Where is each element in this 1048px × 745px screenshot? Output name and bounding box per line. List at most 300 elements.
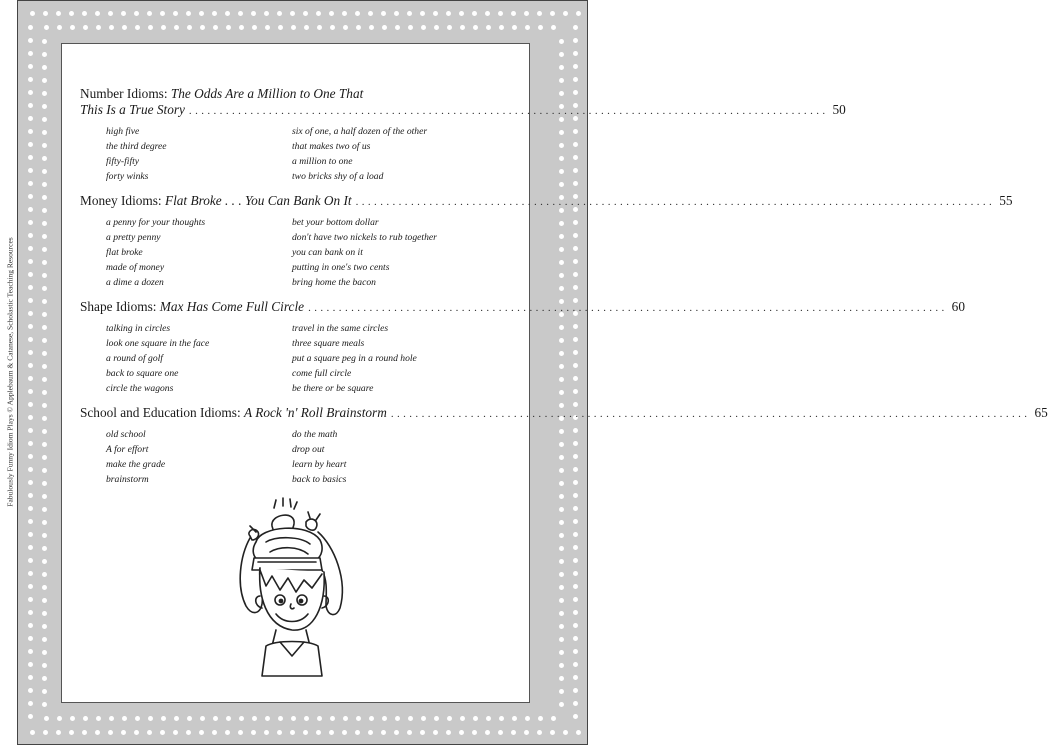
border-dot — [573, 38, 578, 43]
border-dot — [573, 467, 578, 472]
border-dot — [407, 730, 412, 735]
border-dot — [573, 519, 578, 524]
border-dot — [42, 104, 47, 109]
page-number: 65 — [1034, 405, 1048, 420]
dot-leader: ........................................................................................................ — [188, 105, 829, 117]
border-dot — [573, 168, 578, 173]
border-dot — [134, 730, 139, 735]
border-dot — [42, 585, 47, 590]
border-dot — [559, 637, 564, 642]
section-title: A Rock 'n' Roll Brainstorm — [243, 405, 387, 420]
section-title: Flat Broke . . . You Can Bank On It — [164, 193, 352, 208]
border-dot — [42, 416, 47, 421]
border-dot — [251, 730, 256, 735]
border-dot — [573, 246, 578, 251]
boy-with-lightbulb-illustration — [236, 496, 352, 682]
border-dot — [42, 598, 47, 603]
border-dot — [573, 376, 578, 381]
border-dot — [28, 298, 33, 303]
sidebar-credit — [4, 232, 16, 512]
border-dot — [42, 507, 47, 512]
border-dot — [317, 25, 322, 30]
idiom-item: don't have two nickels to rub together — [292, 232, 437, 243]
idiom-item: old school — [106, 429, 146, 440]
border-dot — [28, 558, 33, 563]
border-dot — [161, 25, 166, 30]
border-dot — [559, 325, 564, 330]
border-dot — [42, 143, 47, 148]
idiom-list-left — [80, 321, 292, 396]
border-dot — [368, 730, 373, 735]
border-dot — [447, 716, 452, 721]
border-dot — [486, 716, 491, 721]
border-dot — [96, 716, 101, 721]
border-dot — [96, 25, 101, 30]
border-dot — [573, 181, 578, 186]
border-dot — [28, 688, 33, 693]
border-dot — [28, 584, 33, 589]
border-dot — [559, 494, 564, 499]
border-dot — [42, 78, 47, 83]
border-dot — [28, 285, 33, 290]
section-title-part1: The Odds Are a Million to One That — [170, 86, 364, 101]
border-dot — [421, 25, 426, 30]
section-heading-line2 — [80, 102, 846, 119]
border-dot — [42, 429, 47, 434]
border-dot — [28, 467, 33, 472]
border-dot — [135, 716, 140, 721]
border-dot — [42, 65, 47, 70]
border-dot — [28, 454, 33, 459]
border-dot — [559, 442, 564, 447]
border-dot — [42, 546, 47, 551]
border-dot — [316, 11, 321, 16]
border-dot — [44, 25, 49, 30]
border-dot — [573, 688, 578, 693]
border-dot — [82, 730, 87, 735]
idiom-list-left — [80, 427, 292, 487]
border-dot — [559, 689, 564, 694]
idiom-list-right — [292, 321, 498, 396]
border-dot — [42, 650, 47, 655]
border-dot — [551, 716, 556, 721]
border-dot — [559, 533, 564, 538]
border-dot — [278, 25, 283, 30]
border-dot — [559, 234, 564, 239]
section-title-part2: This Is a True Story — [80, 102, 185, 117]
border-dot — [28, 181, 33, 186]
page-number: 60 — [951, 299, 965, 314]
border-dot — [573, 129, 578, 134]
border-dot — [559, 169, 564, 174]
idiom-item: made of money — [106, 262, 165, 273]
border-dot — [69, 730, 74, 735]
border-dot — [473, 716, 478, 721]
border-dot — [512, 716, 517, 721]
section-heading — [80, 299, 965, 316]
border-dot — [42, 559, 47, 564]
border-dot — [186, 11, 191, 16]
border-dot — [187, 716, 192, 721]
border-dot — [213, 25, 218, 30]
border-dot — [499, 25, 504, 30]
border-dot — [28, 155, 33, 160]
border-dot — [42, 208, 47, 213]
border-dot — [291, 25, 296, 30]
border-dot — [28, 389, 33, 394]
border-dot — [512, 25, 517, 30]
dot-leader: ........................................................................................................ — [355, 196, 996, 208]
border-dot — [28, 272, 33, 277]
border-dot — [550, 11, 555, 16]
section-heading-text — [80, 193, 352, 209]
border-dot — [559, 598, 564, 603]
border-dot — [408, 25, 413, 30]
border-dot — [43, 730, 48, 735]
border-dot — [199, 11, 204, 16]
border-dot — [42, 299, 47, 304]
border-dot — [395, 25, 400, 30]
border-dot — [226, 716, 231, 721]
idiom-item: the third degree — [106, 141, 167, 152]
border-dot — [42, 624, 47, 629]
border-dot — [343, 25, 348, 30]
border-dot — [147, 11, 152, 16]
border-dot — [573, 363, 578, 368]
border-dot — [573, 272, 578, 277]
border-dot — [446, 730, 451, 735]
border-dot — [199, 730, 204, 735]
page-number: 55 — [999, 193, 1013, 208]
border-dot — [576, 11, 581, 16]
border-dot — [433, 730, 438, 735]
border-dot — [559, 585, 564, 590]
border-dot — [559, 182, 564, 187]
border-dot — [109, 716, 114, 721]
idiom-item: putting in one's two cents — [292, 262, 390, 273]
idiom-item: you can bank on it — [292, 247, 363, 258]
section-label: School and Education Idioms: — [80, 405, 241, 420]
idiom-item: be there or be square — [292, 383, 374, 394]
border-dot — [42, 312, 47, 317]
border-dot — [382, 25, 387, 30]
border-dot — [473, 25, 478, 30]
border-dot — [368, 11, 373, 16]
border-dot — [559, 273, 564, 278]
border-dot — [303, 11, 308, 16]
border-dot — [537, 11, 542, 16]
border-dot — [559, 286, 564, 291]
border-dot — [559, 351, 564, 356]
border-dot — [82, 11, 87, 16]
border-dot — [42, 325, 47, 330]
border-dot — [28, 428, 33, 433]
border-dot — [537, 730, 542, 735]
border-dot — [460, 25, 465, 30]
border-dot — [573, 545, 578, 550]
page-number: 50 — [832, 102, 846, 117]
border-dot — [265, 25, 270, 30]
border-dot — [28, 636, 33, 641]
border-dot — [559, 260, 564, 265]
border-dot — [69, 11, 74, 16]
border-dot — [122, 716, 127, 721]
border-dot — [174, 25, 179, 30]
border-dot — [42, 533, 47, 538]
credit-text: Fabulously Funny Idiom Plays © Applebaum & Catanese, Scholastic Teaching Resources — [5, 237, 15, 507]
border-dot — [147, 730, 152, 735]
border-dot — [28, 25, 33, 30]
border-dot — [573, 259, 578, 264]
border-dot — [109, 25, 114, 30]
border-dot — [121, 730, 126, 735]
border-dot — [173, 730, 178, 735]
border-dot — [525, 716, 530, 721]
border-dot — [278, 716, 283, 721]
border-dot — [95, 730, 100, 735]
border-dot — [329, 11, 334, 16]
border-dot — [486, 25, 491, 30]
border-dot — [434, 25, 439, 30]
border-dot — [160, 11, 165, 16]
border-dot — [573, 233, 578, 238]
border-dot — [226, 25, 231, 30]
border-dot — [28, 116, 33, 121]
border-dot — [573, 441, 578, 446]
border-dot — [559, 221, 564, 226]
border-dot — [559, 91, 564, 96]
border-dot — [56, 730, 61, 735]
idiom-item: back to square one — [106, 368, 179, 379]
border-dot — [42, 572, 47, 577]
section-label: Shape Idioms: — [80, 299, 157, 314]
border-dot — [42, 91, 47, 96]
border-dot — [573, 337, 578, 342]
border-dot — [28, 168, 33, 173]
border-dot — [485, 730, 490, 735]
border-dot — [28, 519, 33, 524]
idea-sparkle-icon — [274, 498, 297, 509]
border-dot — [446, 11, 451, 16]
border-dot — [28, 103, 33, 108]
border-dot — [573, 675, 578, 680]
border-dot — [525, 25, 530, 30]
idiom-item: a pretty penny — [106, 232, 161, 243]
border-dot — [28, 662, 33, 667]
border-dot — [559, 676, 564, 681]
border-dot — [28, 142, 33, 147]
border-dot — [559, 455, 564, 460]
border-dot — [28, 532, 33, 537]
border-dot — [329, 730, 334, 735]
border-dot — [369, 25, 374, 30]
border-dot — [559, 65, 564, 70]
border-dot — [42, 637, 47, 642]
border-dot — [559, 507, 564, 512]
idiom-item: forty winks — [106, 171, 149, 182]
border-dot — [559, 39, 564, 44]
border-dot — [559, 520, 564, 525]
border-dot — [28, 493, 33, 498]
border-dot — [559, 468, 564, 473]
border-dot — [44, 716, 49, 721]
toc-section-school-idioms — [80, 405, 1048, 487]
border-dot — [28, 129, 33, 134]
border-dot — [559, 338, 564, 343]
idiom-columns — [80, 124, 498, 184]
idiom-item: two bricks shy of a load — [292, 171, 384, 182]
border-dot — [42, 702, 47, 707]
border-dot — [573, 155, 578, 160]
border-dot — [420, 730, 425, 735]
idiom-list-left — [80, 215, 292, 290]
border-dot — [330, 716, 335, 721]
idiom-item: learn by heart — [292, 459, 347, 470]
border-dot — [42, 364, 47, 369]
border-dot — [559, 611, 564, 616]
border-dot — [381, 730, 386, 735]
dot-leader: ........................................................................................................ — [308, 302, 948, 314]
border-dot — [524, 730, 529, 735]
border-dot — [524, 11, 529, 16]
border-dot — [57, 716, 62, 721]
border-dot — [174, 716, 179, 721]
section-heading — [80, 405, 1048, 422]
border-dot — [277, 730, 282, 735]
idiom-columns — [80, 321, 498, 396]
dot-leader: ........................................................................................................ — [390, 408, 1031, 420]
border-dot — [28, 402, 33, 407]
border-dot — [369, 716, 374, 721]
border-dot — [559, 624, 564, 629]
border-dot — [573, 25, 578, 30]
border-dot — [559, 78, 564, 83]
border-dot — [573, 584, 578, 589]
idiom-item: three square meals — [292, 338, 365, 349]
border-dot — [42, 338, 47, 343]
border-dot — [42, 117, 47, 122]
idiom-item: put a square peg in a round hole — [292, 353, 417, 364]
border-dot — [173, 11, 178, 16]
border-dot — [408, 716, 413, 721]
border-dot — [28, 441, 33, 446]
border-dot — [57, 25, 62, 30]
border-dot — [559, 52, 564, 57]
border-dot — [42, 689, 47, 694]
border-dot — [573, 90, 578, 95]
border-dot — [28, 77, 33, 82]
border-dot — [499, 716, 504, 721]
border-dot — [28, 675, 33, 680]
toc-section-money-idioms — [80, 193, 1013, 290]
idiom-item: back to basics — [292, 474, 347, 485]
border-dot — [28, 701, 33, 706]
border-dot — [420, 11, 425, 16]
border-dot — [290, 11, 295, 16]
border-dot — [28, 246, 33, 251]
border-dot — [573, 558, 578, 563]
border-dot — [108, 11, 113, 16]
border-dot — [42, 390, 47, 395]
border-dot — [121, 11, 126, 16]
border-dot — [42, 286, 47, 291]
border-dot — [251, 11, 256, 16]
border-dot — [573, 220, 578, 225]
border-dot — [42, 195, 47, 200]
border-dot — [95, 11, 100, 16]
border-dot — [28, 64, 33, 69]
border-dot — [573, 571, 578, 576]
border-dot — [316, 730, 321, 735]
border-dot — [238, 11, 243, 16]
border-dot — [42, 481, 47, 486]
border-dot — [573, 480, 578, 485]
section-label: Money Idioms: — [80, 193, 162, 208]
border-dot — [225, 730, 230, 735]
border-dot — [42, 156, 47, 161]
idiom-item: drop out — [292, 444, 325, 455]
border-dot — [459, 730, 464, 735]
border-dot — [264, 730, 269, 735]
border-dot — [28, 194, 33, 199]
border-dot — [573, 454, 578, 459]
border-dot — [573, 506, 578, 511]
border-dot — [559, 572, 564, 577]
border-dot — [28, 714, 33, 719]
border-dot — [559, 429, 564, 434]
border-dot — [573, 324, 578, 329]
border-dot — [42, 403, 47, 408]
border-dot — [42, 494, 47, 499]
border-dot — [42, 221, 47, 226]
border-dot — [573, 662, 578, 667]
border-dot — [28, 376, 33, 381]
border-dot — [559, 559, 564, 564]
border-dot — [265, 716, 270, 721]
border-dot — [122, 25, 127, 30]
border-dot — [317, 716, 322, 721]
border-dot — [538, 716, 543, 721]
border-dot — [28, 38, 33, 43]
border-dot — [28, 480, 33, 485]
border-dot — [56, 11, 61, 16]
border-dot — [28, 51, 33, 56]
border-dot — [394, 11, 399, 16]
border-dot — [573, 714, 578, 719]
border-dot — [252, 25, 257, 30]
border-dot — [28, 649, 33, 654]
border-dot — [304, 25, 309, 30]
border-dot — [148, 25, 153, 30]
border-dot — [485, 11, 490, 16]
border-dot — [573, 51, 578, 56]
border-dot — [559, 143, 564, 148]
border-dot — [30, 11, 35, 16]
border-dot — [342, 11, 347, 16]
border-dot — [28, 597, 33, 602]
border-dot — [498, 730, 503, 735]
border-dot — [355, 730, 360, 735]
border-dot — [472, 11, 477, 16]
border-dot — [330, 25, 335, 30]
border-dot — [42, 39, 47, 44]
border-dot — [381, 11, 386, 16]
border-dot — [42, 169, 47, 174]
idiom-item: brainstorm — [106, 474, 149, 485]
border-dot — [559, 650, 564, 655]
border-dot — [28, 311, 33, 316]
border-dot — [42, 130, 47, 135]
